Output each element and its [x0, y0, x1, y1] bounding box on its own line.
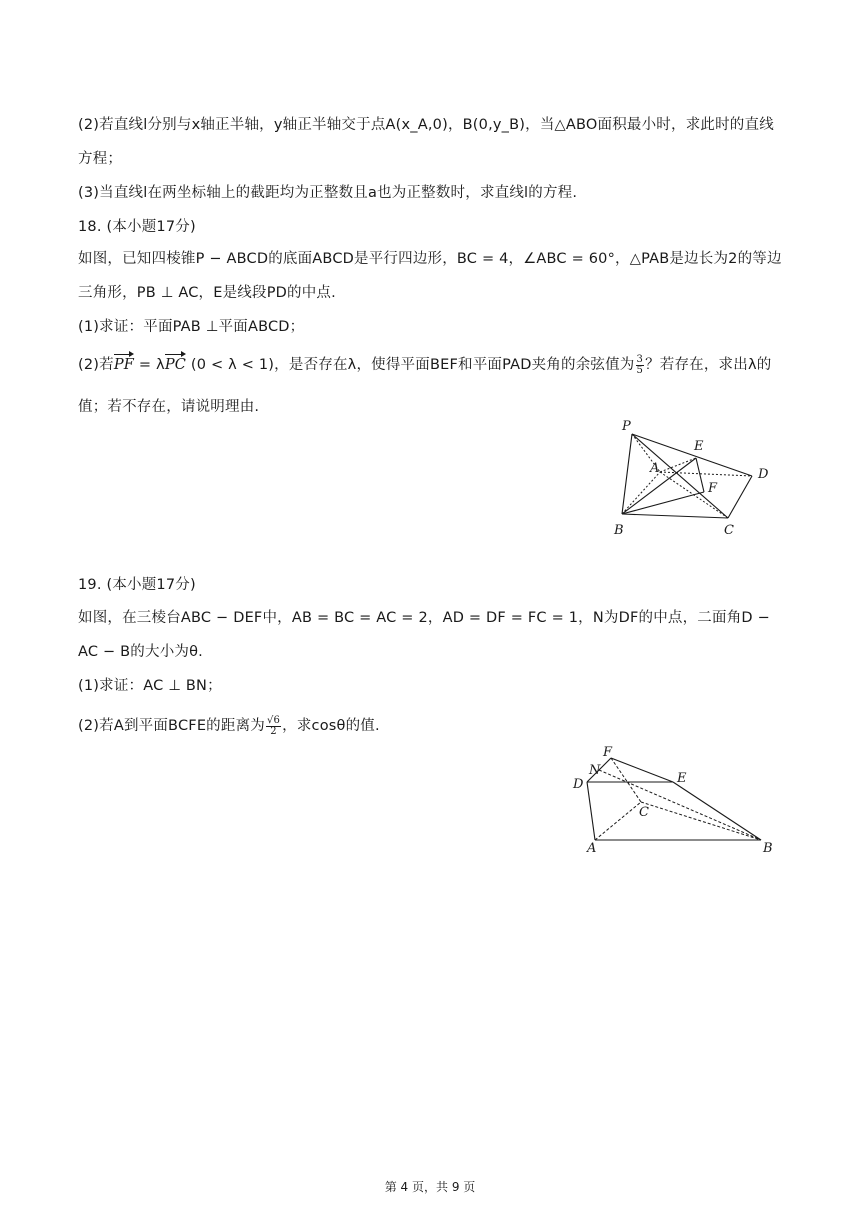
edge-cb	[641, 802, 761, 840]
edge-fe	[611, 758, 673, 782]
fraction-numerator: 3	[636, 353, 644, 365]
q19-frustum-figure	[565, 740, 780, 855]
q18-header: 18. (本小题17分)	[78, 219, 196, 235]
fraction-numerator: √6	[266, 714, 281, 726]
page-footer: 第 4 页，共 9 页	[384, 1180, 476, 1194]
edge-ba	[622, 472, 660, 514]
segment-ae	[660, 458, 696, 472]
q18-pyramid-figure	[600, 410, 790, 540]
vector-pc: PC	[164, 357, 187, 373]
label-a: A	[650, 461, 660, 476]
q18-part2-text-c: (0 < λ < 1)，是否存在λ，使得平面BEF和平面PAD夹角的余弦值为	[186, 357, 635, 373]
diagonal-ac	[660, 472, 728, 518]
edge-pc	[632, 434, 728, 518]
q18-part1: (1)求证：平面PAB ⊥平面ABCD；	[78, 319, 305, 335]
segment-bf	[622, 492, 704, 514]
q18-part2-text-b: = λ	[134, 357, 165, 373]
label-c: C	[724, 523, 734, 538]
label-b: B	[614, 523, 624, 538]
fraction-sqrt6-over-2	[266, 716, 281, 737]
q19-part2	[78, 714, 380, 737]
q17-part2-line1: (2)若直线l分别与x轴正半轴，y轴正半轴交于点A(x_A,0)，B(0,y_B)，当△ABO面积最小时，求此时的直线	[78, 117, 774, 133]
label-e: E	[694, 439, 704, 454]
q17-part3: (3)当直线l在两坐标轴上的截距均为正整数且a也为正整数时，求直线l的方程.	[78, 185, 578, 201]
edge-fc	[611, 758, 641, 802]
q18-part2-text-a: (2)若	[78, 357, 114, 373]
edge-cd	[728, 476, 752, 518]
q18-part2-text-d: ？若存在，求出λ的	[645, 357, 772, 373]
q19-part1: (1)求证：AC ⊥ BN；	[78, 678, 222, 694]
label-d: D	[573, 777, 584, 792]
fraction-denominator: 5	[636, 364, 644, 376]
q19-header: 19. (本小题17分)	[78, 577, 196, 593]
segment-ef	[696, 458, 704, 492]
q18-stem-line1: 如图，已知四棱锥P − ABCD的底面ABCD是平行四边形，BC = 4，∠ABC = 60°，△PAB是边长为2的等边	[78, 251, 782, 267]
label-b: B	[763, 841, 773, 855]
q18-part2-line2: 值；若不存在，请说明理由.	[78, 399, 260, 415]
q19-stem-line2: AC − B的大小为θ.	[78, 644, 203, 660]
label-f: F	[603, 745, 613, 760]
fraction-three-fifths	[636, 355, 645, 376]
q19-part2-text-a: (2)若A到平面BCFE的距离为	[78, 718, 265, 734]
vector-pf: PF	[113, 357, 135, 373]
label-c: C	[639, 805, 649, 820]
label-d: D	[758, 467, 769, 482]
q18-stem-line2: 三角形，PB ⊥ AC，E是线段PD的中点.	[78, 285, 336, 301]
edge-pb	[622, 434, 632, 514]
q19-part2-text-b: ，求cosθ的值.	[282, 718, 380, 734]
edge-eb	[673, 782, 761, 840]
label-n: N	[589, 763, 601, 778]
edge-ac	[595, 802, 641, 840]
edge-bc	[622, 514, 728, 518]
fraction-denominator: 2	[270, 725, 277, 737]
q17-part2-line2: 方程；	[78, 151, 123, 167]
label-p: P	[622, 419, 631, 434]
label-e: E	[677, 771, 687, 786]
q18-part2-line1	[78, 353, 771, 376]
label-a: A	[587, 841, 597, 855]
q19-stem-line1: 如图，在三棱台ABC − DEF中，AB = BC = AC = 2，AD = DF = FC = 1，N为DF的中点，二面角D −	[78, 610, 770, 626]
label-f: F	[708, 481, 718, 496]
edge-da	[587, 782, 595, 840]
